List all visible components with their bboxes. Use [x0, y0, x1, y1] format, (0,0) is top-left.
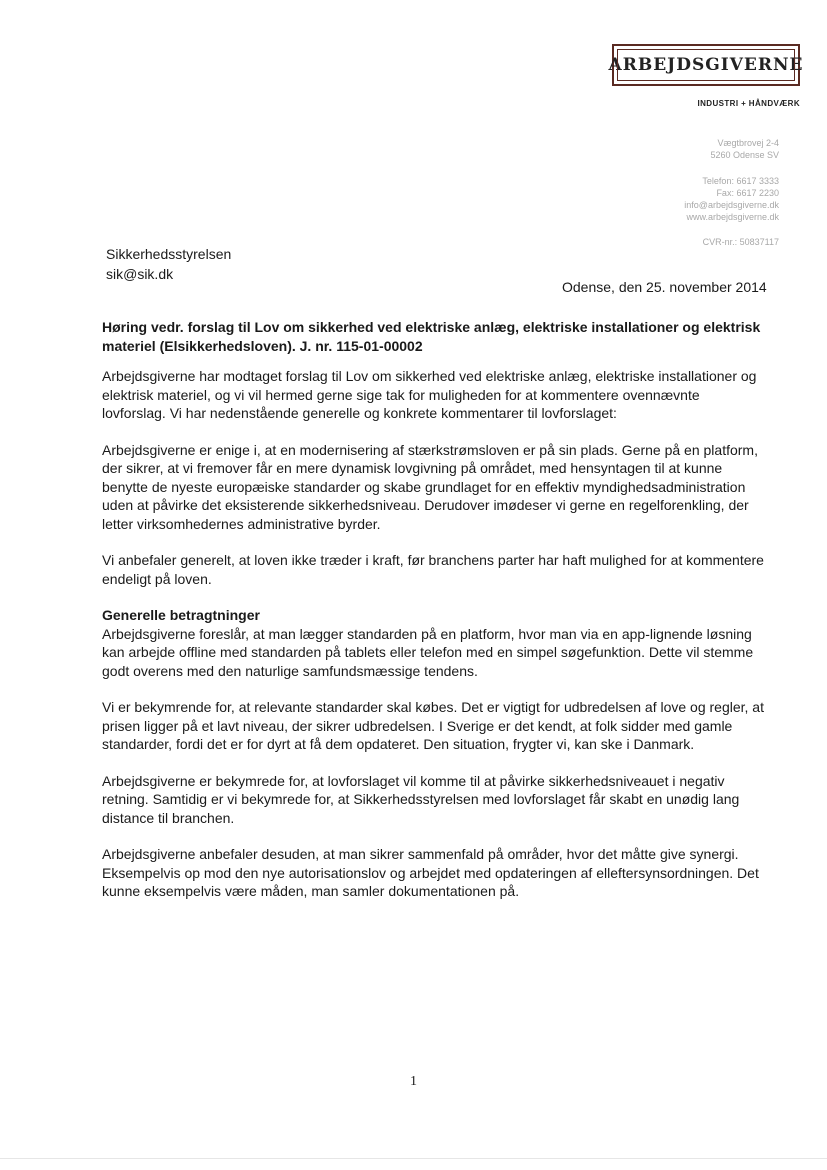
sender-phone: Telefon: 6617 3333	[702, 176, 779, 186]
body-paragraph-3: Vi anbefaler generelt, at loven ikke træder i kraft, før branchens parter har haft mulighed for at kommentere endeligt på loven.	[102, 552, 764, 587]
recipient-email: sik@sik.dk	[106, 266, 174, 282]
letter-body	[102, 318, 764, 919]
sender-contact-block	[579, 137, 779, 248]
letter-date: Odense, den 25. november 2014	[562, 279, 767, 295]
body-paragraph-2: Arbejdsgiverne er enige i, at en modernisering af stærkstrømsloven er på sin plads. Gerne på en platform, der sikrer, at vi fremover får en mere dynamisk lovgivning på området, med hensyntagen til at kunne benytte de nyeste europæiske standarder og skabe grundlaget for en effektiv myndighedsadministration uden at påvirke det eksisterende sikkerhedsniveau. Derudover imødeser vi gerne en regelforenkling, der letter virksomhedernes administrative byrder.	[102, 441, 758, 532]
sender-email: info@arbejdsgiverne.dk	[684, 200, 779, 210]
sender-address-line2: 5260 Odense SV	[710, 150, 779, 160]
logo-subtitle: INDUSTRI + HÅNDVÆRK	[697, 99, 800, 108]
logo-name: ARBEJDSGIVERNE	[608, 55, 804, 75]
sender-fax: Fax: 6617 2230	[716, 188, 779, 198]
sender-cvr: CVR-nr.: 50837117	[702, 237, 779, 247]
page-bottom-edge	[0, 1158, 827, 1159]
letter-subject: Høring vedr. forslag til Lov om sikkerhed ved elektriske anlæg, elektriske installationer og elektrisk materiel (Elsikkerhedsloven). J. nr. 115-01-00002	[102, 319, 761, 354]
section-paragraph-3: Arbejdsgiverne er bekymrede for, at lovforslaget vil komme til at påvirke sikkerhedsniveauet i negativ retning. Samtidig er vi bekymrede for, at Sikkerhedsstyrelsen med lovforslaget får skabt en unødig lang distance til branchen.	[102, 772, 740, 826]
page-number: 1	[410, 1074, 417, 1089]
section-paragraph-2: Vi er bekymrende for, at relevante standarder skal købes. Det er vigtigt for udbredelsen af love og regler, at prisen ligger på et lavt niveau, der sikrer udbredelsen. I Sverige er det kendt, at folk sidder med gamle standarder, fordi det er for dyrt at få dem opdateret. Den situation, frygter vi, kan ske i Danmark.	[102, 699, 764, 752]
sender-address-line1: Vægtbrovej 2-4	[717, 138, 779, 148]
recipient-name: Sikkerhedsstyrelsen	[106, 246, 232, 262]
sender-website: www.arbejdsgiverne.dk	[686, 212, 779, 222]
company-logo	[608, 44, 804, 86]
body-paragraph-1: Arbejdsgiverne har modtaget forslag til Lov om sikkerhed ved elektriske anlæg, elektriske installationer og elektrisk materiel, og vi vil hermed gerne sige tak for muligheden for at kommentere ovennævnte lovforslag. Vi har nedenstående generelle og konkrete kommentarer til lovforslaget:	[102, 368, 757, 421]
section-heading: Generelle betragtninger	[102, 607, 260, 623]
section-paragraph-4: Arbejdsgiverne anbefaler desuden, at man sikrer sammenfald på områder, hvor det måtte give synergi. Eksempelvis op mod den nye autorisationslov og arbejdet med opdateringen af elleftersynsordningen. Det kunne eksempelvis være måden, man samler dokumentationen på.	[102, 846, 759, 899]
recipient-block	[106, 244, 231, 284]
section-paragraph-1: Arbejdsgiverne foreslår, at man lægger standarden på en platform, hvor man via en app-lignende løsning kan arbejde offline med standarden på tablets eller telefon med en simpel søgefunktion. Dette vil stemme godt overens med den naturlige samfundsmæssige tendens.	[102, 625, 754, 679]
